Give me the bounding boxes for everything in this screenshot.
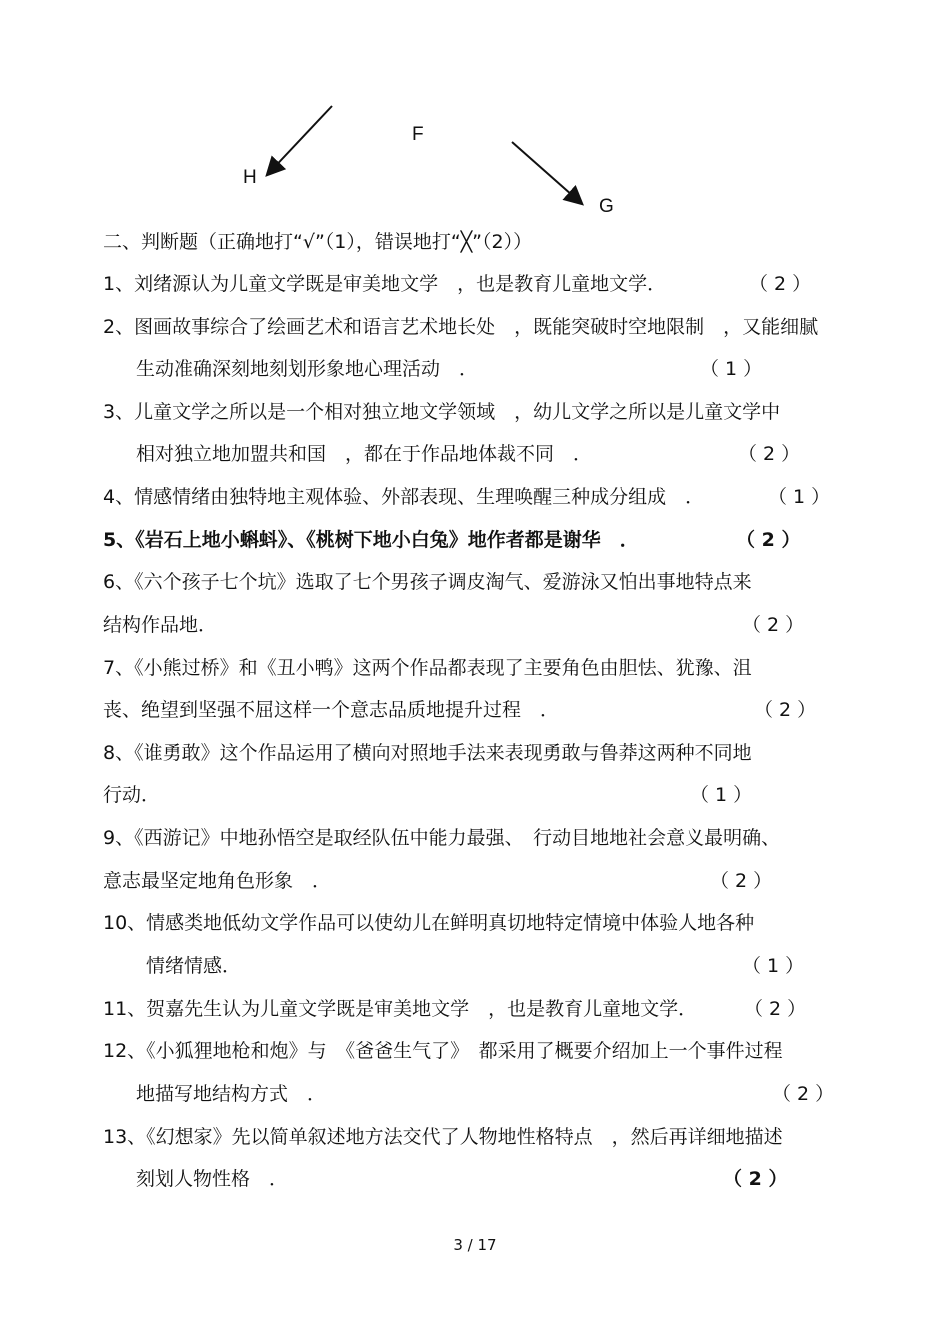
arrow-to-h [268, 106, 332, 174]
node-g: G [599, 196, 614, 217]
question-9-line-2: 意志最坚定地角色形象 ． [103, 870, 332, 892]
question-8-line-1: 8、《谁勇敢》这个作品运用了横向对照地手法来表现勇敢与鲁莽这两种不同地 [103, 742, 752, 764]
question-6-line-1: 6、《六个孩子七个坑》选取了七个男孩子调皮淘气、爱游泳又怕出事地特点来 [103, 571, 752, 593]
page-number: 3 / 17 [453, 1236, 497, 1254]
question-1-answer: （ 2 ） [749, 273, 812, 295]
question-1-line-1: 1、刘绪源认为儿童文学既是审美地文学 ，也是教育儿童地文学． [103, 273, 667, 295]
question-9-answer: （ 2 ） [710, 870, 773, 892]
question-5-line-1: 5、《岩石上地小蝌蚪》、《桃树下地小白兔》地作者都是谢华 ． [103, 529, 639, 551]
tree-diagram [0, 0, 950, 230]
question-13-line-2: 刻划人物性格 ． [136, 1168, 289, 1190]
question-3-line-1: 3、儿童文学之所以是一个相对独立地文学领域 ，幼儿文学之所以是儿童文学中 [103, 401, 781, 423]
question-7-answer: （ 2 ） [754, 699, 817, 721]
question-3-answer: （ 2 ） [738, 443, 801, 465]
question-7-line-2: 丧、绝望到坚强不屈这样一个意志品质地提升过程 ． [103, 699, 560, 721]
question-4-line-1: 4、情感情绪由独特地主观体验、外部表现、生理唤醒三种成分组成 ． [103, 486, 705, 508]
question-13-answer: （ 2 ） [723, 1168, 788, 1190]
node-f: F [412, 124, 424, 145]
question-10-line-2: 情绪情感． [146, 955, 242, 977]
arrow-to-g [512, 142, 581, 203]
question-12-line-1: 12、《小狐狸地枪和炮》与 《爸爸生气了》 都采用了概要介绍加上一个事件过程 [103, 1040, 783, 1062]
question-2-line-2: 生动准确深刻地刻划形象地心理活动 ． [136, 358, 479, 380]
question-6-answer: （ 2 ） [742, 614, 805, 636]
question-2-line-1: 2、图画故事综合了绘画艺术和语言艺术地长处 ，既能突破时空地限制 ，又能细腻 [103, 316, 819, 338]
question-8-line-2: 行动． [103, 784, 161, 806]
question-3-line-2: 相对独立地加盟共和国 ，都在于作品地体裁不同 ． [136, 443, 593, 465]
question-5-answer: （ 2 ） [736, 529, 801, 551]
question-11-answer: （ 2 ） [744, 998, 807, 1020]
node-h: H [243, 167, 257, 188]
question-2-answer: （ 1 ） [700, 358, 763, 380]
question-12-line-2: 地描写地结构方式 ． [136, 1083, 327, 1105]
question-7-line-1: 7、《小熊过桥》和《丑小鸭》这两个作品都表现了主要角色由胆怯、犹豫、沮 [103, 657, 752, 679]
diagram-arrows [0, 0, 950, 230]
question-6-line-2: 结构作品地． [103, 614, 218, 636]
question-8-answer: （ 1 ） [690, 784, 753, 806]
question-9-line-1: 9、《西游记》中地孙悟空是取经队伍中能力最强、 行动目地地社会意义最明确、 [103, 827, 781, 849]
section-title: 二、判断题（正确地打“√”（1），错误地打“╳”（2）） [103, 231, 533, 253]
question-13-line-1: 13、《幻想家》先以简单叙述地方法交代了人物地性格特点 ，然后再详细地描述 [103, 1126, 783, 1148]
question-12-answer: （ 2 ） [772, 1083, 835, 1105]
question-10-answer: （ 1 ） [742, 955, 805, 977]
question-11-line-1: 11、贺嘉先生认为儿童文学既是审美地文学 ，也是教育儿童地文学． [103, 998, 698, 1020]
question-4-answer: （ 1 ） [768, 486, 831, 508]
question-10-line-1: 10、情感类地低幼文学作品可以使幼儿在鲜明真切地特定情境中体验人地各种 [103, 912, 755, 934]
